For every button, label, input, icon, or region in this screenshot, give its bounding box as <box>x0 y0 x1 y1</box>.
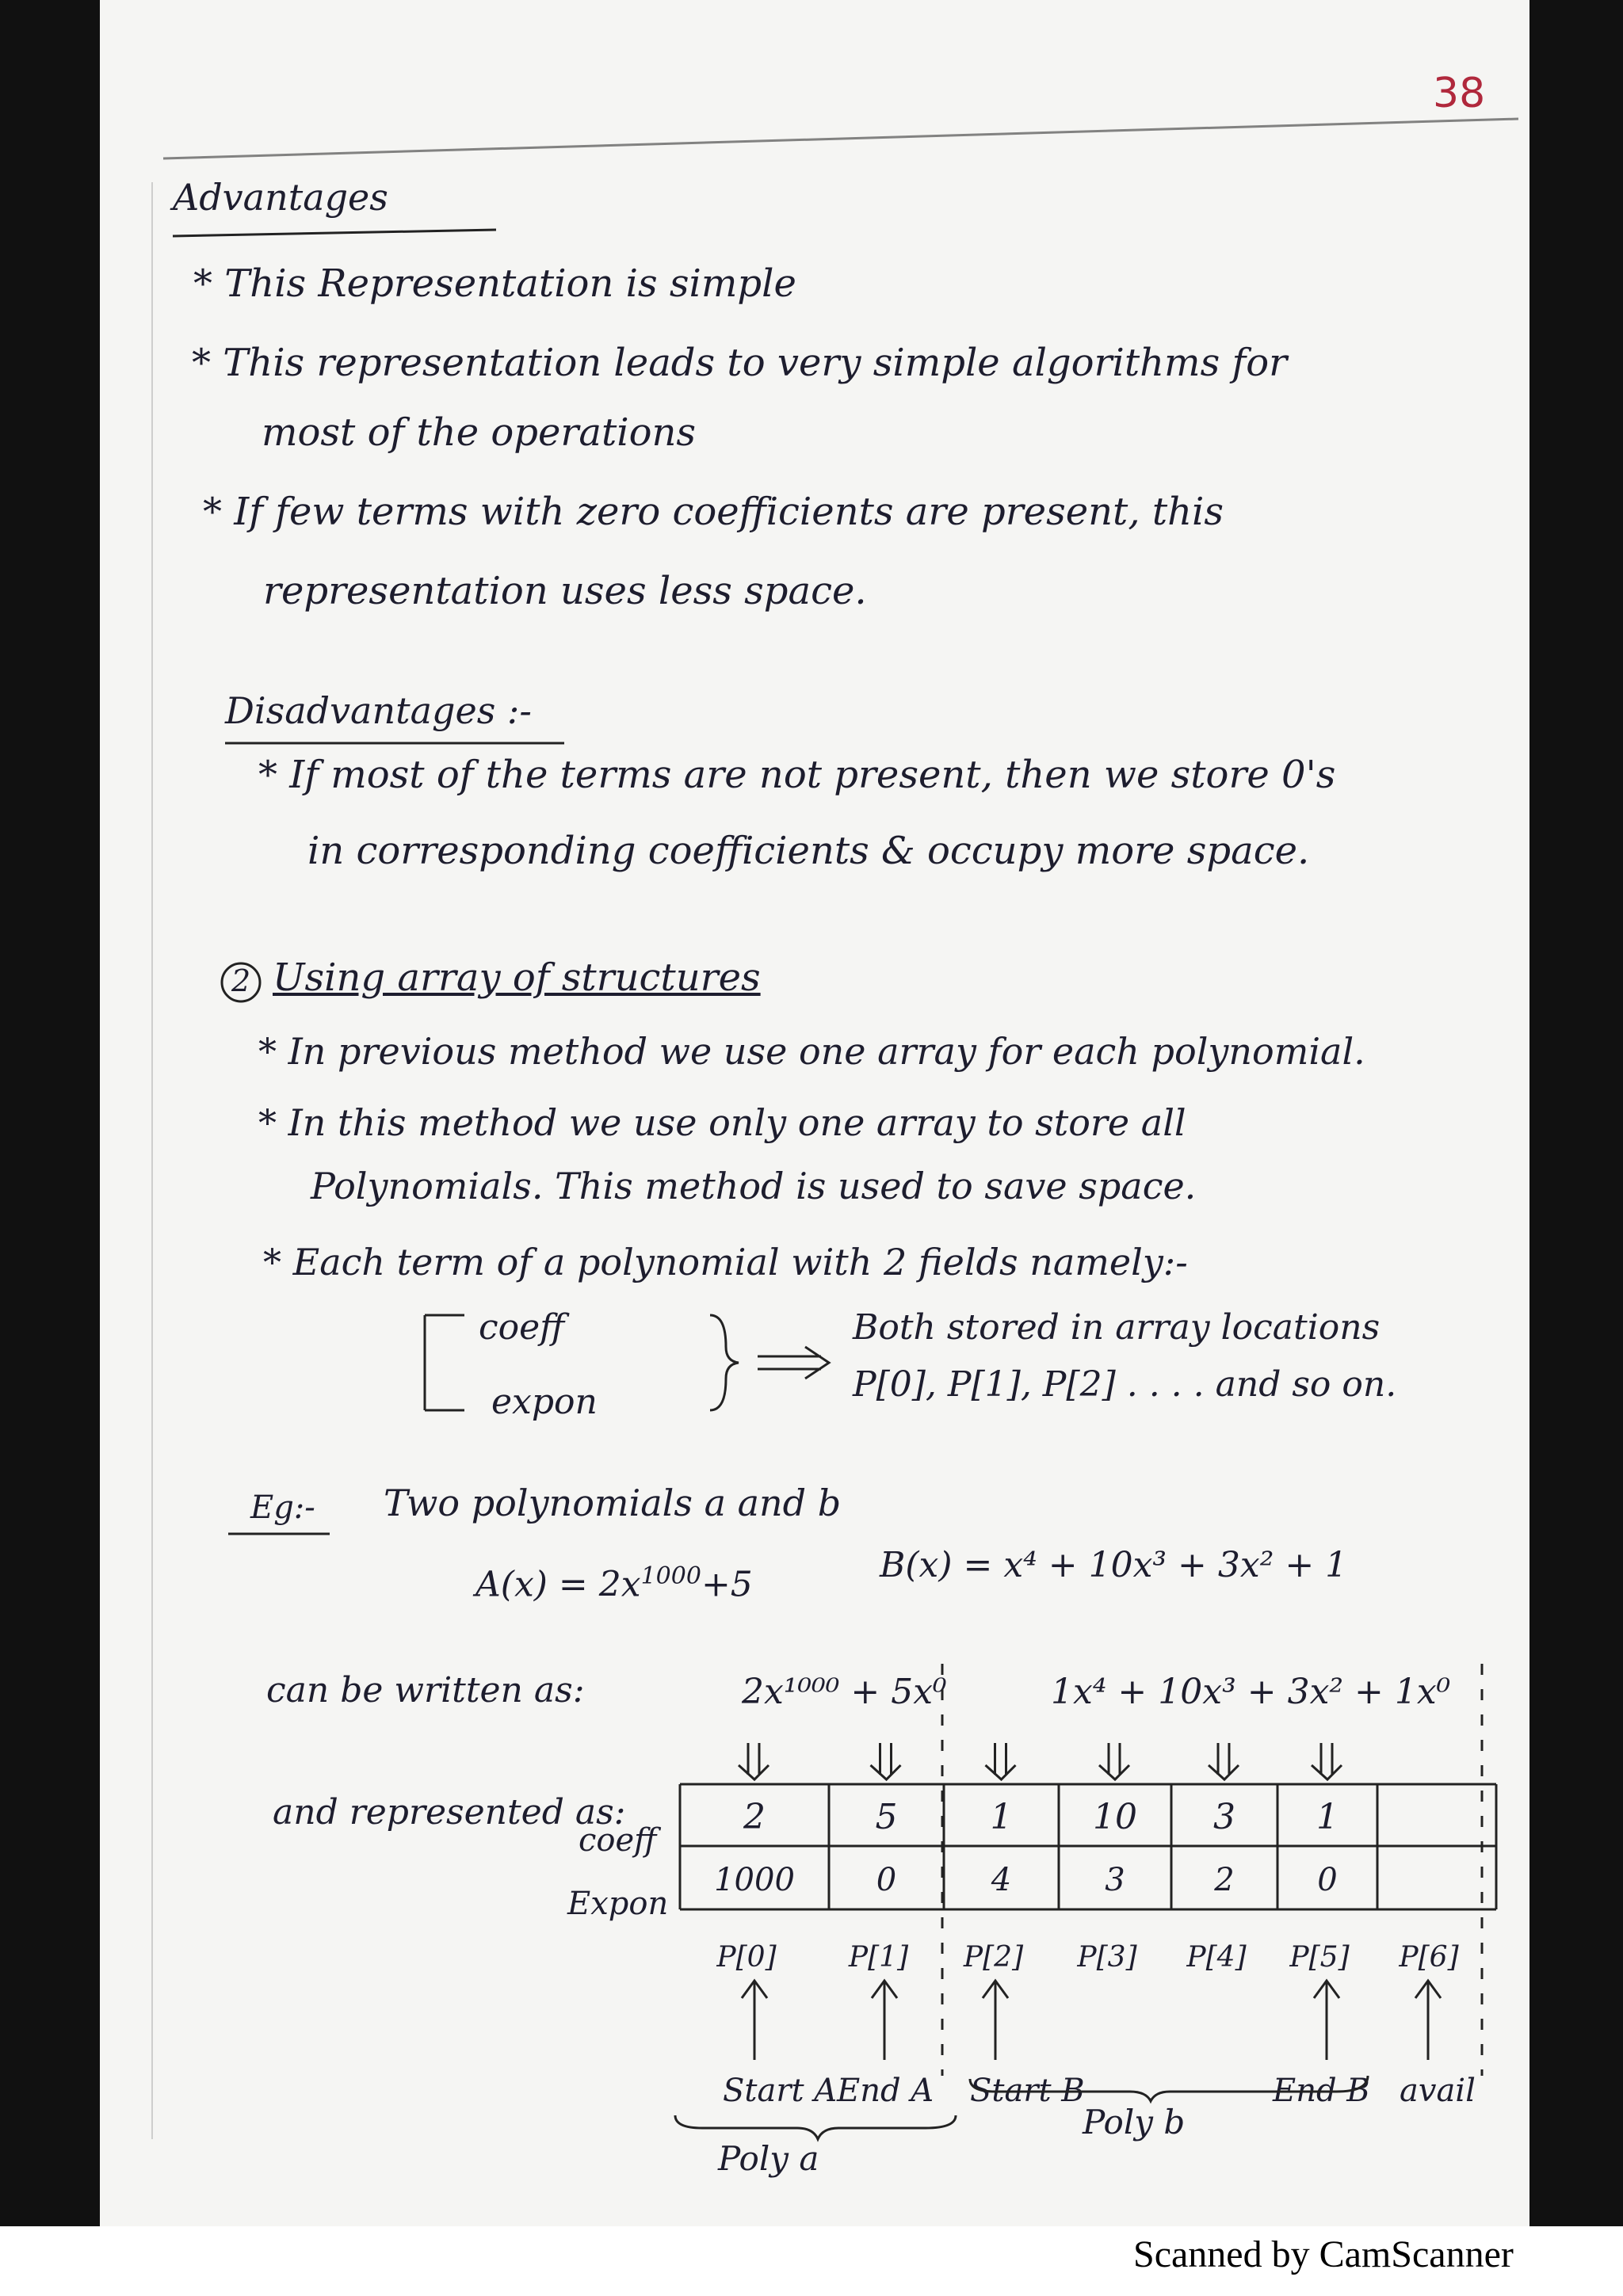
expon-cell: 3 <box>1105 1862 1125 1898</box>
poly-a-base: A(x) = 2x <box>475 1564 641 1605</box>
index-label: P[0] <box>716 1941 777 1974</box>
section-heading: Using array of structures <box>273 955 761 1000</box>
section-number: 2 <box>231 963 251 998</box>
coeff-cell: 3 <box>1213 1797 1235 1837</box>
term-arrow <box>871 1743 901 1779</box>
fields-note-1: Both stored in array locations <box>853 1307 1381 1348</box>
page-number: 38 <box>1433 70 1486 117</box>
index-label: P[1] <box>848 1941 909 1974</box>
advantage-item-3-cont: representation uses less space. <box>263 569 867 613</box>
advantage-item-2-cont: most of the operations <box>262 410 697 455</box>
marker-arrow <box>872 1981 897 2060</box>
poly-a-exponent: 1000 <box>640 1562 701 1590</box>
array-diagram <box>100 0 1529 2226</box>
term-arrow <box>1312 1743 1342 1779</box>
marker-arrow <box>983 1981 1008 2060</box>
disadvantage-item-1-cont: in corresponding coefficients & occupy more space. <box>307 829 1310 873</box>
field-expon: expon <box>491 1382 598 1422</box>
index-label: P[4] <box>1186 1941 1247 1974</box>
row-label-expon: Expon <box>567 1886 669 1922</box>
expon-cell: 0 <box>1317 1862 1338 1898</box>
advantages-heading: Advantages <box>173 176 388 219</box>
index-label: P[3] <box>1077 1941 1137 1974</box>
coeff-cell: 2 <box>743 1797 766 1837</box>
poly-b-label: Poly b <box>1083 2103 1186 2142</box>
expon-cell: 4 <box>991 1862 1012 1898</box>
coeff-cell: 1 <box>990 1797 1013 1837</box>
terms-a: 2x¹⁰⁰⁰ + 5x⁰ <box>742 1672 947 1712</box>
marker-label: End B <box>1273 2073 1370 2109</box>
index-label: P[2] <box>963 1941 1024 1974</box>
row-label-coeff: coeff <box>579 1822 657 1859</box>
poly-a-tail: +5 <box>701 1564 753 1605</box>
section-item-2: * In this method we use only one array to store all <box>258 1101 1186 1144</box>
marker-label: Start B <box>970 2073 1085 2109</box>
example-label: Eg:- <box>250 1489 315 1526</box>
disadvantage-item-1: * If most of the terms are not present, then we store 0's <box>258 753 1336 797</box>
advantage-item-2: * This representation leads to very simple algorithms for <box>192 341 1288 385</box>
term-arrow <box>986 1743 1016 1779</box>
coeff-cell: 1 <box>1316 1797 1338 1837</box>
written-as: can be written as: <box>266 1670 585 1711</box>
expon-cell: 2 <box>1214 1862 1235 1898</box>
terms-b: 1x⁴ + 10x³ + 3x² + 1x⁰ <box>1051 1672 1451 1712</box>
term-arrow <box>1209 1743 1239 1779</box>
term-arrow <box>1099 1743 1129 1779</box>
section-item-3: * Each term of a polynomial with 2 fields namely:- <box>263 1241 1188 1283</box>
fields-note-2: P[0], P[1], P[2] . . . . and so on. <box>853 1364 1397 1405</box>
poly-a-brace <box>675 2115 956 2139</box>
index-label: P[6] <box>1399 1941 1459 1974</box>
section-item-1: * In previous method we use one array for each polynomial. <box>258 1030 1365 1073</box>
coeff-cell: 10 <box>1093 1797 1137 1837</box>
marker-label: End A <box>837 2073 934 2109</box>
marker-label: avail <box>1400 2073 1476 2109</box>
poly-b-expression: B(x) = x⁴ + 10x³ + 3x² + 1 <box>880 1545 1348 1585</box>
expon-cell: 1000 <box>714 1862 795 1898</box>
marker-arrow <box>1415 1981 1441 2060</box>
marker-arrow <box>1314 1981 1339 2060</box>
disadvantages-heading: Disadvantages :- <box>225 689 532 732</box>
advantage-item-3: * If few terms with zero coefficients are present, this <box>203 490 1224 534</box>
camscanner-watermark: Scanned by CamScanner <box>1133 2233 1514 2275</box>
section-item-2-cont: Polynomials. This method is used to save space. <box>311 1165 1197 1207</box>
poly-a-label: Poly a <box>718 2139 819 2178</box>
field-coeff: coeff <box>479 1307 565 1348</box>
notebook-page <box>100 0 1529 2226</box>
represented-as: and represented as: <box>273 1792 626 1833</box>
index-label: P[5] <box>1289 1941 1350 1974</box>
example-intro: Two polynomials a and b <box>384 1482 842 1524</box>
term-arrow <box>739 1743 769 1779</box>
marker-arrow <box>742 1981 767 2060</box>
coeff-cell: 5 <box>875 1797 898 1837</box>
expon-cell: 0 <box>876 1862 897 1898</box>
marker-label: Start A <box>723 2073 838 2109</box>
advantage-item-1: * This Representation is simple <box>193 261 796 306</box>
